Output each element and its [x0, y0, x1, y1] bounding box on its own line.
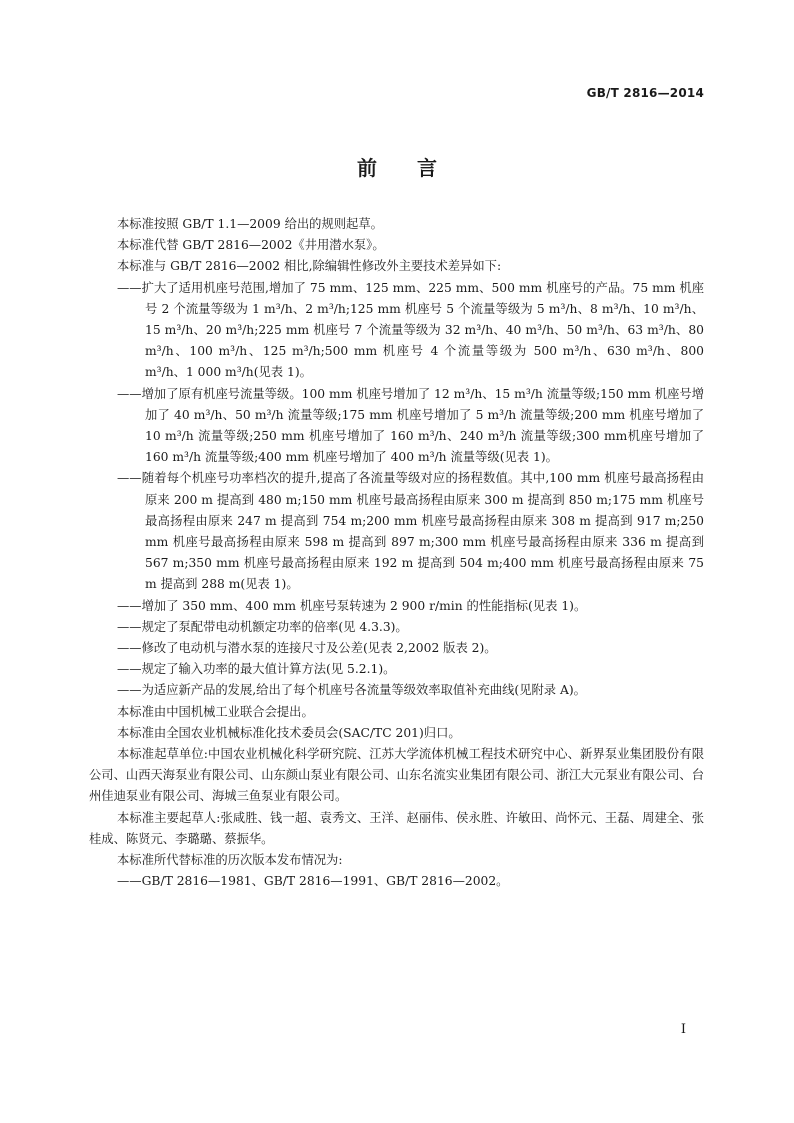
list-item-connection-dimensions: ——修改了电动机与潜水泵的连接尺寸及公差(见表 2,2002 版表 2)。	[117, 641, 497, 656]
paragraph-drafting-rules: 本标准按照 GB/T 1.1—2009 给出的规则起草。	[117, 217, 383, 231]
paragraph-administered-by: 本标准由全国农业机械标准化技术委员会(SAC/TC 201)归口。	[117, 725, 461, 740]
list-item-speed-performance: ——增加了 350 mm、400 mm 机座号泵转速为 2 900 r/min 的性能指标(见表 1)。	[117, 598, 587, 613]
paragraph-drafting-units: 本标准起草单位:中国农业机械化科学研究院、江苏大学流体机械工程技术研究中心、新界泵业集团股份有限公司、山西天海泵业有限公司、山东颜山泵业有限公司、山东名流实业集团有限公司、浙江大元泵业有限公司、台州佳迪泵业有限公司、海城三鱼泵业有限公司。	[89, 747, 704, 804]
standard-code: GB/T 2816—2014	[586, 86, 704, 100]
page-title: 前言	[357, 156, 477, 180]
list-item-history-versions: ——GB/T 2816—1981、GB/T 2816—1991、GB/T 2816—2002。	[117, 874, 509, 889]
list-item-frame-range: ——扩大了适用机座号范围,增加了 75 mm、125 mm、225 mm、500 mm 机座号的产品。75 mm 机座号 2 个流量等级为 1 m³/h、2 m³/h;125 mm 机座号 5 个流量等级为 5 m³/h、8 m³/h、10 m³/h、15 m³/h、20 m³/h;225 mm 机座号 7 个流量等级为 32 m³/h、40 m³/h、50 m³/h、63 m³/h、80 m³/h、100 m³/h、125 m³/h;500 mm 机座号 4 个流量等级为 500 m³/h、630 m³/h、800 m³/h、1 000 m³/h(见表 1)。	[117, 280, 704, 380]
paragraph-drafters: 本标准主要起草人:张咸胜、钱一超、袁秀文、王洋、赵丽伟、侯永胜、许敏田、尚怀元、王磊、周建全、张桂成、陈贤元、李璐璐、蔡振华。	[89, 810, 704, 846]
list-item-head-values: ——随着每个机座号功率档次的提升,提高了各流量等级对应的扬程数值。其中,100 mm 机座号最高扬程由原来 200 m 提高到 480 m;150 mm 机座号最高扬程由原来 300 m 提高到 850 m;175 mm 机座号最高扬程由原来 247 m 提高到 754 m;200 mm 机座号最高扬程由原来 308 m 提高到 917 m;250 mm 机座号最高扬程由原来 598 m 提高到 897 m;300 mm 机座号最高扬程由原来 336 m 提高到 567 m;350 mm 机座号最高扬程由原来 192 m 提高到 504 m;400 mm 机座号最高扬程由原来 75 m 提高到 288 m(见表 1)。	[117, 471, 704, 592]
page-number: I	[680, 1022, 686, 1037]
paragraph-proposed-by: 本标准由中国机械工业联合会提出。	[117, 704, 314, 719]
list-item-input-power: ——规定了输入功率的最大值计算方法(见 5.2.1)。	[117, 662, 396, 677]
paragraph-differences-intro: 本标准与 GB/T 2816—2002 相比,除编辑性修改外主要技术差异如下:	[117, 259, 502, 274]
list-item-flow-grades: ——增加了原有机座号流量等级。100 mm 机座号增加了 12 m³/h、15 m³/h 流量等级;150 mm 机座号增加了 40 m³/h、50 m³/h 流量等级;175 mm 机座号增加了 5 m³/h 流量等级;200 mm 机座号增加了 10 m³/h 流量等级;250 mm 机座号增加了 160 m³/h、240 m³/h 流量等级;300 mm机座号增加了 160 m³/h 流量等级;400 mm 机座号增加了 400 m³/h 流量等级(见表 1)。	[117, 386, 704, 465]
paragraph-replaces: 本标准代替 GB/T 2816—2002《井用潜水泵》。	[117, 238, 385, 253]
foreword-body	[89, 214, 704, 893]
paragraph-history-intro: 本标准所代替标准的历次版本发布情况为:	[117, 853, 343, 868]
list-item-efficiency-curves: ——为适应新产品的发展,给出了每个机座号各流量等级效率取值补充曲线(见附录 A)。	[117, 683, 586, 698]
list-item-motor-power-ratio: ——规定了泵配带电动机额定功率的倍率(见 4.3.3)。	[117, 619, 408, 634]
